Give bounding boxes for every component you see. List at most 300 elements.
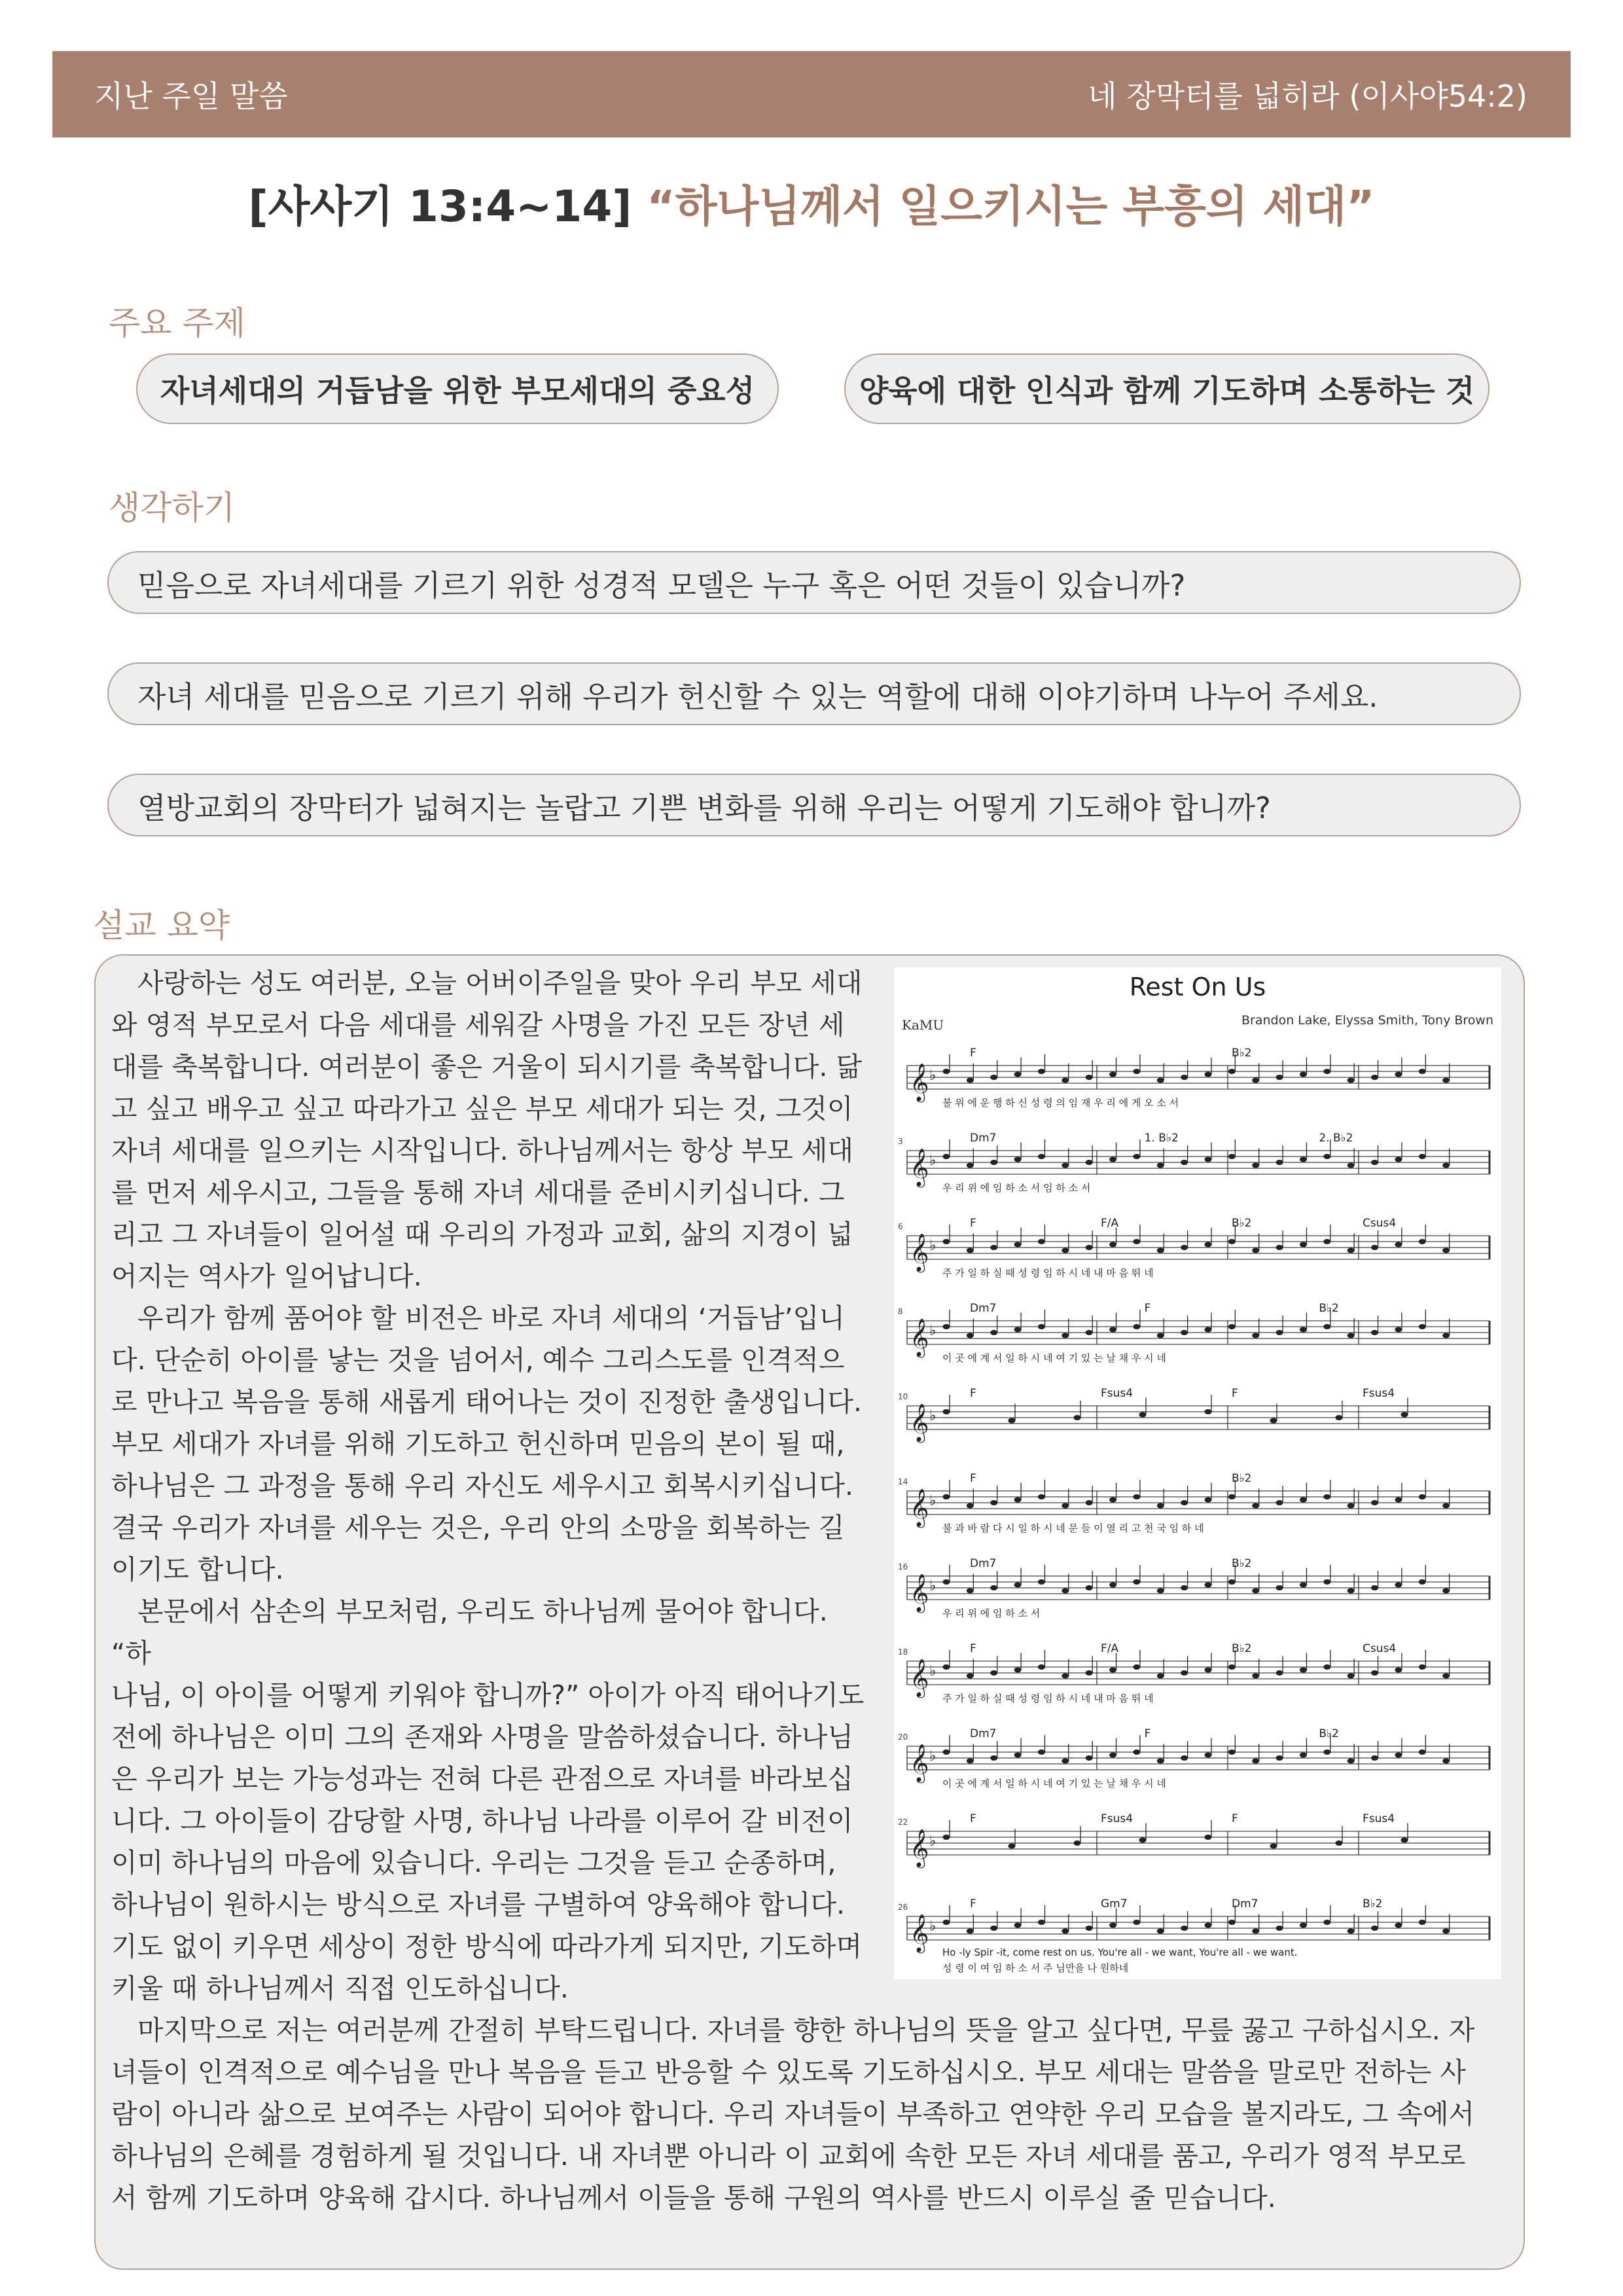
chord-symbol: Csus4: [1363, 1217, 1397, 1230]
chord-symbol: Dm7: [970, 1727, 997, 1740]
chord-symbol: Gm7: [1101, 1897, 1128, 1910]
note-head: [1038, 1069, 1045, 1074]
note-head: [1442, 1333, 1450, 1338]
note-head: [1371, 1755, 1378, 1761]
note-head: [1419, 1324, 1426, 1329]
note-head: [1395, 1498, 1402, 1503]
note-head: [1347, 1759, 1355, 1764]
thinking-heading: 생각하기: [109, 489, 236, 527]
note-head: [1157, 1078, 1164, 1083]
note-head: [1157, 1248, 1164, 1253]
note-head: [1157, 1674, 1164, 1679]
note-head: [1252, 1759, 1259, 1764]
summary-line: 우리가 함께 품어야 할 비전은 바로 자녀 세대의 ‘거듭남’입니: [137, 1302, 845, 1334]
note-head: [1061, 1674, 1069, 1679]
measure-number: 14: [898, 1477, 908, 1486]
note-head: [1270, 1418, 1277, 1424]
summary-line: 전에 하나님은 이미 그의 존재와 사명을 말씀하셨습니다. 하나님: [111, 1721, 854, 1753]
flat-sign: ♭: [929, 1918, 936, 1935]
note-head: [1133, 1579, 1140, 1585]
note-head: [1157, 1163, 1164, 1168]
note-head: [1419, 1239, 1426, 1244]
note-head: [1395, 1923, 1402, 1928]
summary-line: 니다. 그 아이들이 감당할 사명, 하나님 나라를 이루어 갈 비전이: [111, 1805, 853, 1837]
summary-line: 서 함께 기도하며 양육해 갑시다. 하나님께서 이들을 통해 구원의 역사를 반드시 이루실 줄 믿습니다.: [111, 2182, 1276, 2214]
note-head: [1038, 1494, 1045, 1499]
note-head: [1252, 1588, 1259, 1594]
note-head: [1371, 1330, 1378, 1335]
summary-line: 녀들이 인격적으로 예수님을 만나 복음을 듣고 반응할 수 있도록 기도하십시오. 부모 세대는 말씀을 말로만 전하는 사: [111, 2056, 1467, 2088]
note-head: [1336, 1840, 1343, 1846]
chord-symbol: Dm7: [1232, 1897, 1258, 1910]
measure-number: 18: [898, 1647, 908, 1657]
note-head: [1276, 1245, 1283, 1250]
note-head: [1442, 1929, 1450, 1934]
treble-clef: 𝄞: [910, 1659, 929, 1696]
note-head: [1395, 1157, 1402, 1162]
note-head: [990, 1926, 997, 1931]
summary-line: 람이 아니라 삶으로 보여주는 사람이 되어야 합니다. 우리 자녀들이 부족하고 연약한 우리 모습을 볼지라도, 그 속에서: [111, 2098, 1475, 2130]
measure-number: 16: [898, 1562, 908, 1571]
lyric-line: 이 곳 에 계 서 일 하 시 네 여 기 있 는 날 채 우 시 네: [942, 1778, 1166, 1789]
summary-line: 자녀 세대를 일으키는 시작입니다. 하나님께서는 항상 부모 세대: [111, 1135, 854, 1166]
summary-line: 키울 때 하나님께서 직접 인도하십니다.: [111, 1973, 569, 2004]
summary-line: 사랑하는 성도 여러분, 오늘 어버이주일을 맞아 우리 부모 세대: [137, 967, 863, 999]
note-head: [1109, 1923, 1116, 1928]
note-head: [1323, 1069, 1330, 1074]
note-head: [1323, 1920, 1330, 1925]
note-head: [1086, 1075, 1093, 1080]
measure-number: 3: [898, 1137, 903, 1146]
chord-symbol: Fsus4: [1101, 1812, 1133, 1825]
theme-pill-2: 양육에 대한 인식과 함께 기도하며 소통하는 것: [844, 353, 1489, 424]
note-head: [1300, 1072, 1307, 1077]
lyric-line: 우 리 위 에 임 하 소 서: [942, 1607, 1041, 1619]
note-head: [1014, 1242, 1022, 1247]
note-head: [1300, 1583, 1307, 1588]
note-head: [1395, 1583, 1402, 1588]
note-head: [1133, 1069, 1140, 1074]
note-head: [1014, 1498, 1022, 1503]
note-head: [1371, 1926, 1378, 1931]
note-head: [1109, 1583, 1116, 1588]
note-head: [1133, 1324, 1140, 1329]
note-head: [1300, 1668, 1307, 1673]
note-head: [1323, 1579, 1330, 1585]
summary-line: 로 만나고 복음을 통해 새롭게 태어나는 것이 진정한 출생입니다.: [111, 1386, 863, 1418]
note-head: [1371, 1245, 1378, 1250]
note-head: [1228, 1749, 1236, 1755]
flat-sign: ♭: [929, 1323, 936, 1339]
note-head: [943, 1154, 950, 1159]
note-head: [1347, 1333, 1355, 1338]
note-head: [1323, 1239, 1330, 1244]
note-head: [1323, 1494, 1330, 1499]
summary-line: 기도 없이 키우면 세상이 정한 방식에 따라가게 되지만, 기도하며: [111, 1931, 863, 1962]
treble-clef: 𝄞: [910, 1148, 929, 1186]
note-head: [1228, 1664, 1236, 1670]
note-head: [1014, 1157, 1022, 1162]
lyric-line: 주 가 일 하 실 때 성 령 임 하 시 네 내 마 음 뛰 네: [942, 1267, 1154, 1279]
measure-number: 8: [898, 1307, 903, 1316]
note-head: [967, 1078, 974, 1083]
note-head: [1205, 1327, 1212, 1333]
note-head: [943, 1920, 950, 1925]
note-head: [1074, 1840, 1081, 1846]
note-head: [1133, 1494, 1140, 1499]
flat-sign: ♭: [929, 1408, 936, 1424]
note-head: [1133, 1154, 1140, 1159]
note-head: [1336, 1415, 1343, 1420]
score-staves: [894, 967, 1501, 1979]
note-head: [1139, 1838, 1147, 1843]
note-head: [990, 1670, 997, 1676]
note-head: [1205, 1583, 1212, 1588]
note-head: [1252, 1929, 1259, 1934]
treble-clef: 𝄞: [910, 1914, 929, 1952]
note-head: [1157, 1503, 1164, 1509]
note-head: [967, 1333, 974, 1338]
treble-clef: 𝄞: [910, 1318, 929, 1356]
chord-symbol: Fsus4: [1363, 1812, 1395, 1825]
note-head: [990, 1245, 997, 1250]
summary-line: 은 우리가 보는 가능성과는 전혀 다른 관점으로 자녀를 바라보십: [111, 1763, 854, 1795]
note-head: [1086, 1926, 1093, 1931]
note-head: [967, 1163, 974, 1168]
chord-symbol: F: [1144, 1727, 1151, 1740]
flat-sign: ♭: [929, 1578, 936, 1594]
note-head: [1086, 1160, 1093, 1165]
note-head: [1276, 1500, 1283, 1505]
summary-line: 부모 세대가 자녀를 위해 기도하고 헌신하며 믿음의 본이 될 때,: [111, 1428, 845, 1460]
note-head: [1300, 1923, 1307, 1928]
note-head: [1347, 1503, 1355, 1509]
note-head: [1442, 1588, 1450, 1594]
summary-line: 리고 그 자녀들이 일어설 때 우리의 가정과 교회, 삶의 지경이 넓: [111, 1219, 853, 1250]
note-head: [1205, 1835, 1212, 1840]
measure-number: 6: [898, 1222, 903, 1231]
summary-line: 대를 축복합니다. 여러분이 좋은 거울이 되시기를 축복합니다. 닮: [111, 1051, 863, 1083]
themes-heading: 주요 주제: [109, 304, 246, 342]
summary-narrow-block: [111, 962, 868, 2009]
note-head: [1008, 1844, 1016, 1849]
note-head: [1419, 1579, 1426, 1585]
note-head: [1228, 1069, 1236, 1074]
question-1: 믿음으로 자녀세대를 기르기 위한 성경적 모델은 누구 혹은 어떤 것들이 있습니까?: [107, 551, 1521, 614]
note-head: [1061, 1759, 1069, 1764]
treble-clef: 𝄞: [910, 1829, 929, 1867]
header-right-theme: 네 장막터를 넓히라 (이사야54:2): [1088, 79, 1527, 114]
summary-line: 이기도 합니다.: [111, 1554, 284, 1585]
note-head: [1442, 1503, 1450, 1509]
note-head: [1181, 1075, 1188, 1080]
note-head: [967, 1759, 974, 1764]
note-head: [1371, 1670, 1378, 1676]
note-head: [1181, 1755, 1188, 1761]
scripture-reference: [사사기 13:4~14]: [248, 181, 632, 232]
note-head: [1252, 1503, 1259, 1509]
note-head: [1109, 1753, 1116, 1758]
sheet-music: [894, 967, 1501, 1979]
note-head: [1038, 1749, 1045, 1755]
note-head: [1252, 1333, 1259, 1338]
note-head: [1228, 1494, 1236, 1499]
note-head: [1395, 1668, 1402, 1673]
note-head: [1205, 1498, 1212, 1503]
sermon-main-title: “하나님께서 일으키시는 부흥의 세대”: [647, 181, 1375, 232]
note-head: [1205, 1409, 1212, 1414]
note-head: [1442, 1674, 1450, 1679]
note-head: [1205, 1242, 1212, 1247]
note-head: [967, 1248, 974, 1253]
chord-symbol: 2. B♭2: [1319, 1132, 1353, 1145]
note-head: [1061, 1248, 1069, 1253]
note-head: [1371, 1500, 1378, 1505]
note-head: [1228, 1920, 1236, 1925]
note-head: [943, 1835, 950, 1840]
summary-line: 마지막으로 저는 여러분께 간절히 부탁드립니다. 자녀를 향한 하나님의 뜻을 알고 싶다면, 무릎 꿇고 구하십시오. 자: [137, 2015, 1475, 2046]
note-head: [1300, 1753, 1307, 1758]
summary-line: 결국 우리가 자녀를 세우는 것은, 우리 안의 소망을 회복하는 길: [111, 1512, 845, 1543]
note-head: [990, 1755, 997, 1761]
summary-line: 어지는 역사가 일어납니다.: [111, 1261, 422, 1292]
note-head: [1323, 1664, 1330, 1670]
flat-sign: ♭: [929, 1663, 936, 1679]
summary-line: 하나님은 그 과정을 통해 우리 자신도 세우시고 회복시키십니다.: [111, 1470, 854, 1501]
note-head: [1347, 1163, 1355, 1168]
note-head: [1419, 1069, 1426, 1074]
note-head: [1252, 1674, 1259, 1679]
note-head: [1181, 1670, 1188, 1676]
note-head: [1228, 1154, 1236, 1159]
summary-line: 다. 단순히 아이를 낳는 것을 넘어서, 예수 그리스도를 인격적으: [111, 1344, 845, 1376]
note-head: [1347, 1674, 1355, 1679]
note-head: [1014, 1072, 1022, 1077]
flat-sign: ♭: [929, 1833, 936, 1850]
note-head: [1038, 1239, 1045, 1244]
summary-line: 나님, 이 아이를 어떻게 키워야 합니까?” 아이가 아직 태어나기도: [111, 1679, 865, 1711]
note-head: [1371, 1585, 1378, 1590]
note-head: [1038, 1664, 1045, 1670]
note-head: [1086, 1585, 1093, 1590]
note-head: [1442, 1163, 1450, 1168]
note-head: [1181, 1585, 1188, 1590]
note-head: [1205, 1157, 1212, 1162]
note-head: [1205, 1072, 1212, 1077]
note-head: [1371, 1075, 1378, 1080]
note-head: [943, 1409, 950, 1414]
note-head: [1442, 1759, 1450, 1764]
note-head: [1276, 1075, 1283, 1080]
note-head: [1228, 1239, 1236, 1244]
chord-symbol: F/A: [1101, 1217, 1119, 1230]
treble-clef: 𝄞: [910, 1488, 929, 1526]
note-head: [1109, 1327, 1116, 1333]
note-head: [1038, 1154, 1045, 1159]
note-head: [967, 1588, 974, 1594]
measure-number: 22: [898, 1818, 908, 1827]
measure-number: 10: [898, 1392, 908, 1401]
note-head: [943, 1324, 950, 1329]
chord-symbol: B♭2: [1319, 1302, 1339, 1315]
note-head: [943, 1749, 950, 1755]
note-head: [1347, 1248, 1355, 1253]
note-head: [1061, 1503, 1069, 1509]
chord-symbol: F: [970, 1642, 976, 1655]
chord-symbol: F: [1232, 1387, 1238, 1400]
note-head: [1205, 1753, 1212, 1758]
chord-symbol: Dm7: [970, 1557, 997, 1570]
note-head: [943, 1239, 950, 1244]
note-head: [1181, 1926, 1188, 1931]
chord-symbol: B♭2: [1232, 1472, 1252, 1485]
note-head: [1061, 1333, 1069, 1338]
chord-symbol: Dm7: [970, 1302, 997, 1315]
note-head: [1086, 1755, 1093, 1761]
note-head: [1401, 1412, 1408, 1418]
note-head: [1181, 1330, 1188, 1335]
note-head: [1157, 1333, 1164, 1338]
note-head: [1109, 1242, 1116, 1247]
summary-line: 본문에서 삼손의 부모처럼, 우리도 하나님께 물어야 합니다. “하: [111, 1596, 828, 1669]
note-head: [1300, 1498, 1307, 1503]
chord-symbol: B♭2: [1319, 1727, 1339, 1740]
note-head: [1276, 1755, 1283, 1761]
lyric-line: 우 리 위 에 임 하 소 서 임 하 소 서: [942, 1182, 1091, 1194]
note-head: [1014, 1668, 1022, 1673]
note-head: [967, 1674, 974, 1679]
note-head: [1205, 1923, 1212, 1928]
lyric-line: 불 위 에 운 행 하 신 성 령 의 임 재 우 리 에 게 오 소 서: [942, 1097, 1179, 1109]
note-head: [1395, 1327, 1402, 1333]
note-head: [943, 1494, 950, 1499]
note-head: [1276, 1330, 1283, 1335]
chord-symbol: 1. B♭2: [1144, 1132, 1179, 1145]
chord-symbol: B♭2: [1232, 1047, 1252, 1060]
question-3: 열방교회의 장막터가 넓혀지는 놀랍고 기쁜 변화를 위해 우리는 어떻게 기도해야 합니까?: [107, 774, 1521, 836]
note-head: [1038, 1920, 1045, 1925]
note-head: [1133, 1920, 1140, 1925]
note-head: [1300, 1327, 1307, 1333]
note-head: [1181, 1160, 1188, 1165]
summary-line: 하나님이 원하시는 방식으로 자녀를 구별하여 양육해야 합니다.: [111, 1889, 845, 1920]
note-head: [1008, 1418, 1016, 1424]
note-head: [1252, 1248, 1259, 1253]
note-head: [1133, 1664, 1140, 1670]
note-head: [967, 1929, 974, 1934]
note-head: [990, 1330, 997, 1335]
sermon-title: [0, 171, 1623, 234]
chord-symbol: Fsus4: [1363, 1387, 1395, 1400]
chord-symbol: F: [970, 1812, 976, 1825]
treble-clef: 𝄞: [910, 1063, 929, 1101]
chord-symbol: B♭2: [1232, 1642, 1252, 1655]
chord-symbol: F: [970, 1047, 976, 1060]
note-head: [1395, 1242, 1402, 1247]
chord-symbol: F: [970, 1897, 976, 1910]
summary-line: 이미 하나님의 마음에 있습니다. 우리는 그것을 듣고 순종하며,: [111, 1847, 836, 1878]
song-title: Rest On Us: [1129, 973, 1266, 1001]
note-head: [1419, 1494, 1426, 1499]
note-head: [1300, 1242, 1307, 1247]
note-head: [1347, 1078, 1355, 1083]
header-bar: [52, 51, 1571, 137]
note-head: [1276, 1160, 1283, 1165]
note-head: [1395, 1753, 1402, 1758]
treble-clef: 𝄞: [910, 1744, 929, 1782]
note-head: [1133, 1239, 1140, 1244]
note-head: [1038, 1579, 1045, 1585]
note-head: [1270, 1844, 1277, 1849]
note-head: [943, 1579, 950, 1585]
note-head: [1395, 1072, 1402, 1077]
note-head: [1014, 1753, 1022, 1758]
measure-number: 20: [898, 1732, 908, 1742]
chord-symbol: F: [970, 1217, 976, 1230]
note-head: [1157, 1588, 1164, 1594]
question-2: 자녀 세대를 믿음으로 기르기 위해 우리가 헌신할 수 있는 역할에 대해 이야기하며 나누어 주세요.: [107, 662, 1521, 725]
lyric-line-english: Ho -ly Spir -it, come rest on us. You're all - we want, You're all - we want.: [942, 1946, 1298, 1958]
note-head: [1419, 1749, 1426, 1755]
chord-symbol: F: [970, 1387, 976, 1400]
chord-symbol: F: [1232, 1812, 1238, 1825]
treble-clef: 𝄞: [910, 1233, 929, 1271]
note-head: [1109, 1668, 1116, 1673]
note-head: [1086, 1670, 1093, 1676]
note-head: [1276, 1926, 1283, 1931]
note-head: [1347, 1929, 1355, 1934]
note-head: [1419, 1920, 1426, 1925]
treble-clef: 𝄞: [910, 1403, 929, 1441]
chord-symbol: Fsus4: [1101, 1387, 1133, 1400]
note-head: [1061, 1588, 1069, 1594]
note-head: [1228, 1324, 1236, 1329]
note-head: [1276, 1585, 1283, 1590]
flat-sign: ♭: [929, 1748, 936, 1765]
flat-sign: ♭: [929, 1153, 936, 1169]
note-head: [1014, 1583, 1022, 1588]
note-head: [1074, 1415, 1081, 1420]
note-head: [1323, 1749, 1330, 1755]
lyric-line: 불 과 바 람 다 시 일 하 시 네 문 들 이 열 리 고 천 국 임 하 네: [942, 1522, 1204, 1534]
chord-symbol: B♭2: [1232, 1557, 1252, 1570]
note-head: [1181, 1500, 1188, 1505]
note-head: [1205, 1668, 1212, 1673]
note-head: [1276, 1670, 1283, 1676]
note-head: [1086, 1245, 1093, 1250]
lyric-line: 이 곳 에 계 서 일 하 시 네 여 기 있 는 날 채 우 시 네: [942, 1352, 1166, 1364]
lyric-line: 성 령 이 여 임 하 소 서 주 님만을 나 원하네: [942, 1962, 1129, 1974]
summary-line: 하나님의 은혜를 경험하게 될 것입니다. 내 자녀뿐 아니라 이 교회에 속한 모든 자녀 세대를 품고, 우리가 영적 부모로: [111, 2140, 1466, 2172]
header-left-title: 지난 주일 말씀: [94, 79, 288, 114]
note-head: [1086, 1500, 1093, 1505]
flat-sign: ♭: [929, 1238, 936, 1254]
note-head: [1139, 1412, 1147, 1418]
theme-pill-1: 자녀세대의 거듭남을 위한 부모세대의 중요성: [136, 353, 779, 424]
lyric-line: 주 가 일 하 실 때 성 령 임 하 시 네 내 마 음 뛰 네: [942, 1693, 1154, 1704]
chord-symbol: B♭2: [1232, 1217, 1252, 1230]
treble-clef: 𝄞: [910, 1573, 929, 1611]
note-head: [990, 1585, 997, 1590]
note-head: [1252, 1078, 1259, 1083]
note-head: [1442, 1248, 1450, 1253]
note-head: [1300, 1157, 1307, 1162]
note-head: [1252, 1163, 1259, 1168]
note-head: [1014, 1327, 1022, 1333]
chord-symbol: F: [970, 1472, 976, 1485]
note-head: [1086, 1330, 1093, 1335]
chord-symbol: Dm7: [970, 1132, 997, 1145]
